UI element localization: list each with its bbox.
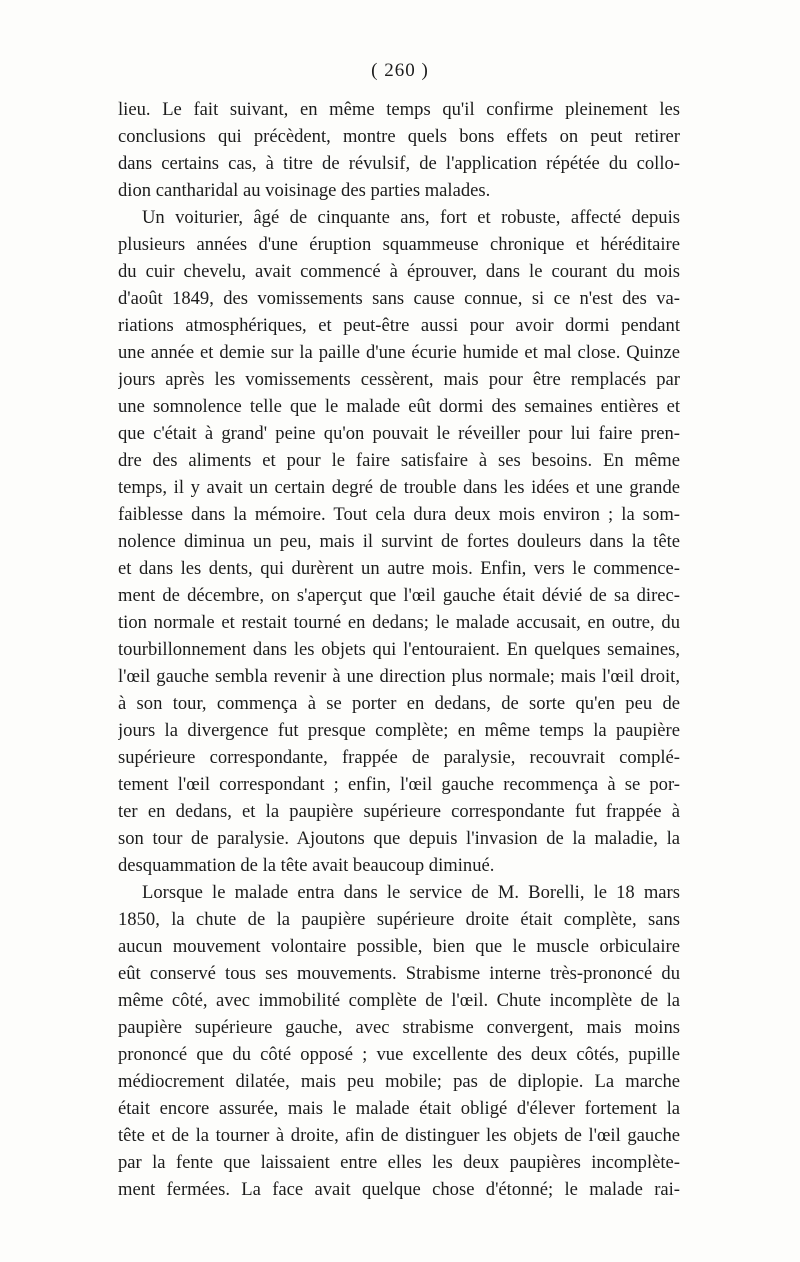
text-line: une somnolence telle que le malade eût dormi des semaines entières et [118,396,680,417]
body-text [118,96,680,1203]
text-line: dans certains cas, à titre de révulsif, de l'application répétée du collo- [118,153,680,174]
text-line: aucun mouvement volontaire possible, bien que le muscle orbiculaire [118,936,680,957]
text-line: dre des aliments et pour le faire satisfaire à ses besoins. En même [118,450,680,471]
text-line: son tour de paralysie. Ajoutons que depuis l'invasion de la maladie, la [118,828,680,849]
text-line: l'œil gauche sembla revenir à une direction plus normale; mais l'œil droit, [118,666,680,687]
paragraph [118,879,680,1203]
text-line: nolence diminua un peu, mais il survint de fortes douleurs dans la tête [118,531,680,552]
text-line: lieu. Le fait suivant, en même temps qu'il confirme pleinement les [118,99,680,120]
text-line: riations atmosphériques, et peut-être aussi pour avoir dormi pendant [118,315,680,336]
text-line: plusieurs années d'une éruption squammeuse chronique et héréditaire [118,234,680,255]
text-line: supérieure correspondante, frappée de paralysie, recouvrait complé- [118,747,680,768]
text-line: faiblesse dans la mémoire. Tout cela dura deux mois environ ; la som- [118,504,680,525]
text-line: Lorsque le malade entra dans le service de M. Borelli, le 18 mars [142,882,680,903]
text-line: temps, il y avait un certain degré de trouble dans les idées et une grande [118,477,680,498]
text-line: tement l'œil correspondant ; enfin, l'œil gauche recommença à se por- [118,774,680,795]
text-line: ment fermées. La face avait quelque chose d'étonné; le malade rai- [118,1179,680,1200]
text-line: tourbillonnement dans les objets qui l'entouraient. En quelques semaines, [118,639,680,660]
text-line: par la fente que laissaient entre elles les deux paupières incomplète- [118,1152,680,1173]
text-line: jours la divergence fut presque complète; en même temps la paupière [118,720,680,741]
page-number: ( 260 ) [371,60,429,81]
paragraph [118,96,680,204]
text-line: paupière supérieure gauche, avec strabisme convergent, mais moins [118,1017,680,1038]
text-line: et dans les dents, qui durèrent un autre mois. Enfin, vers le commence- [118,558,680,579]
paragraph [118,204,680,879]
text-line: eût conservé tous ses mouvements. Strabisme interne très-prononcé du [118,963,680,984]
text-line: que c'était à grand' peine qu'on pouvait le réveiller pour lui faire pren- [118,423,680,444]
text-line: à son tour, commença à se porter en dedans, de sorte qu'en peu de [118,693,680,714]
text-line: même côté, avec immobilité complète de l'œil. Chute incomplète de la [118,990,680,1011]
text-line: une année et demie sur la paille d'une écurie humide et mal close. Quinze [118,342,680,363]
text-line: jours après les vomissements cessèrent, mais pour être remplacés par [118,369,680,390]
text-line: dion cantharidal au voisinage des parties malades. [118,180,491,201]
text-line: prononcé que du côté opposé ; vue excellente des deux côtés, pupille [118,1044,680,1065]
text-line: 1850, la chute de la paupière supérieure droite était complète, sans [118,909,680,930]
text-line: tête et de la tourner à droite, afin de distinguer les objets de l'œil gauche [118,1125,680,1146]
text-line: Un voiturier, âgé de cinquante ans, fort et robuste, affecté depuis [142,207,680,228]
text-line: du cuir chevelu, avait commencé à éprouver, dans le courant du mois [118,261,680,282]
text-line: conclusions qui précèdent, montre quels bons effets on peut retirer [118,126,680,147]
text-line: tion normale et restait tourné en dedans; le malade accusait, en outre, du [118,612,680,633]
text-line: ment de décembre, on s'aperçut que l'œil gauche était dévié de sa direc- [118,585,680,606]
text-line: était encore assurée, mais le malade était obligé d'élever fortement la [118,1098,680,1119]
text-line: desquammation de la tête avait beaucoup diminué. [118,855,495,876]
text-line: ter en dedans, et la paupière supérieure correspondante fut frappée à [118,801,680,822]
text-line: médiocrement dilatée, mais peu mobile; pas de diplopie. La marche [118,1071,680,1092]
text-line: d'août 1849, des vomissements sans cause connue, si ce n'est des va- [118,288,680,309]
